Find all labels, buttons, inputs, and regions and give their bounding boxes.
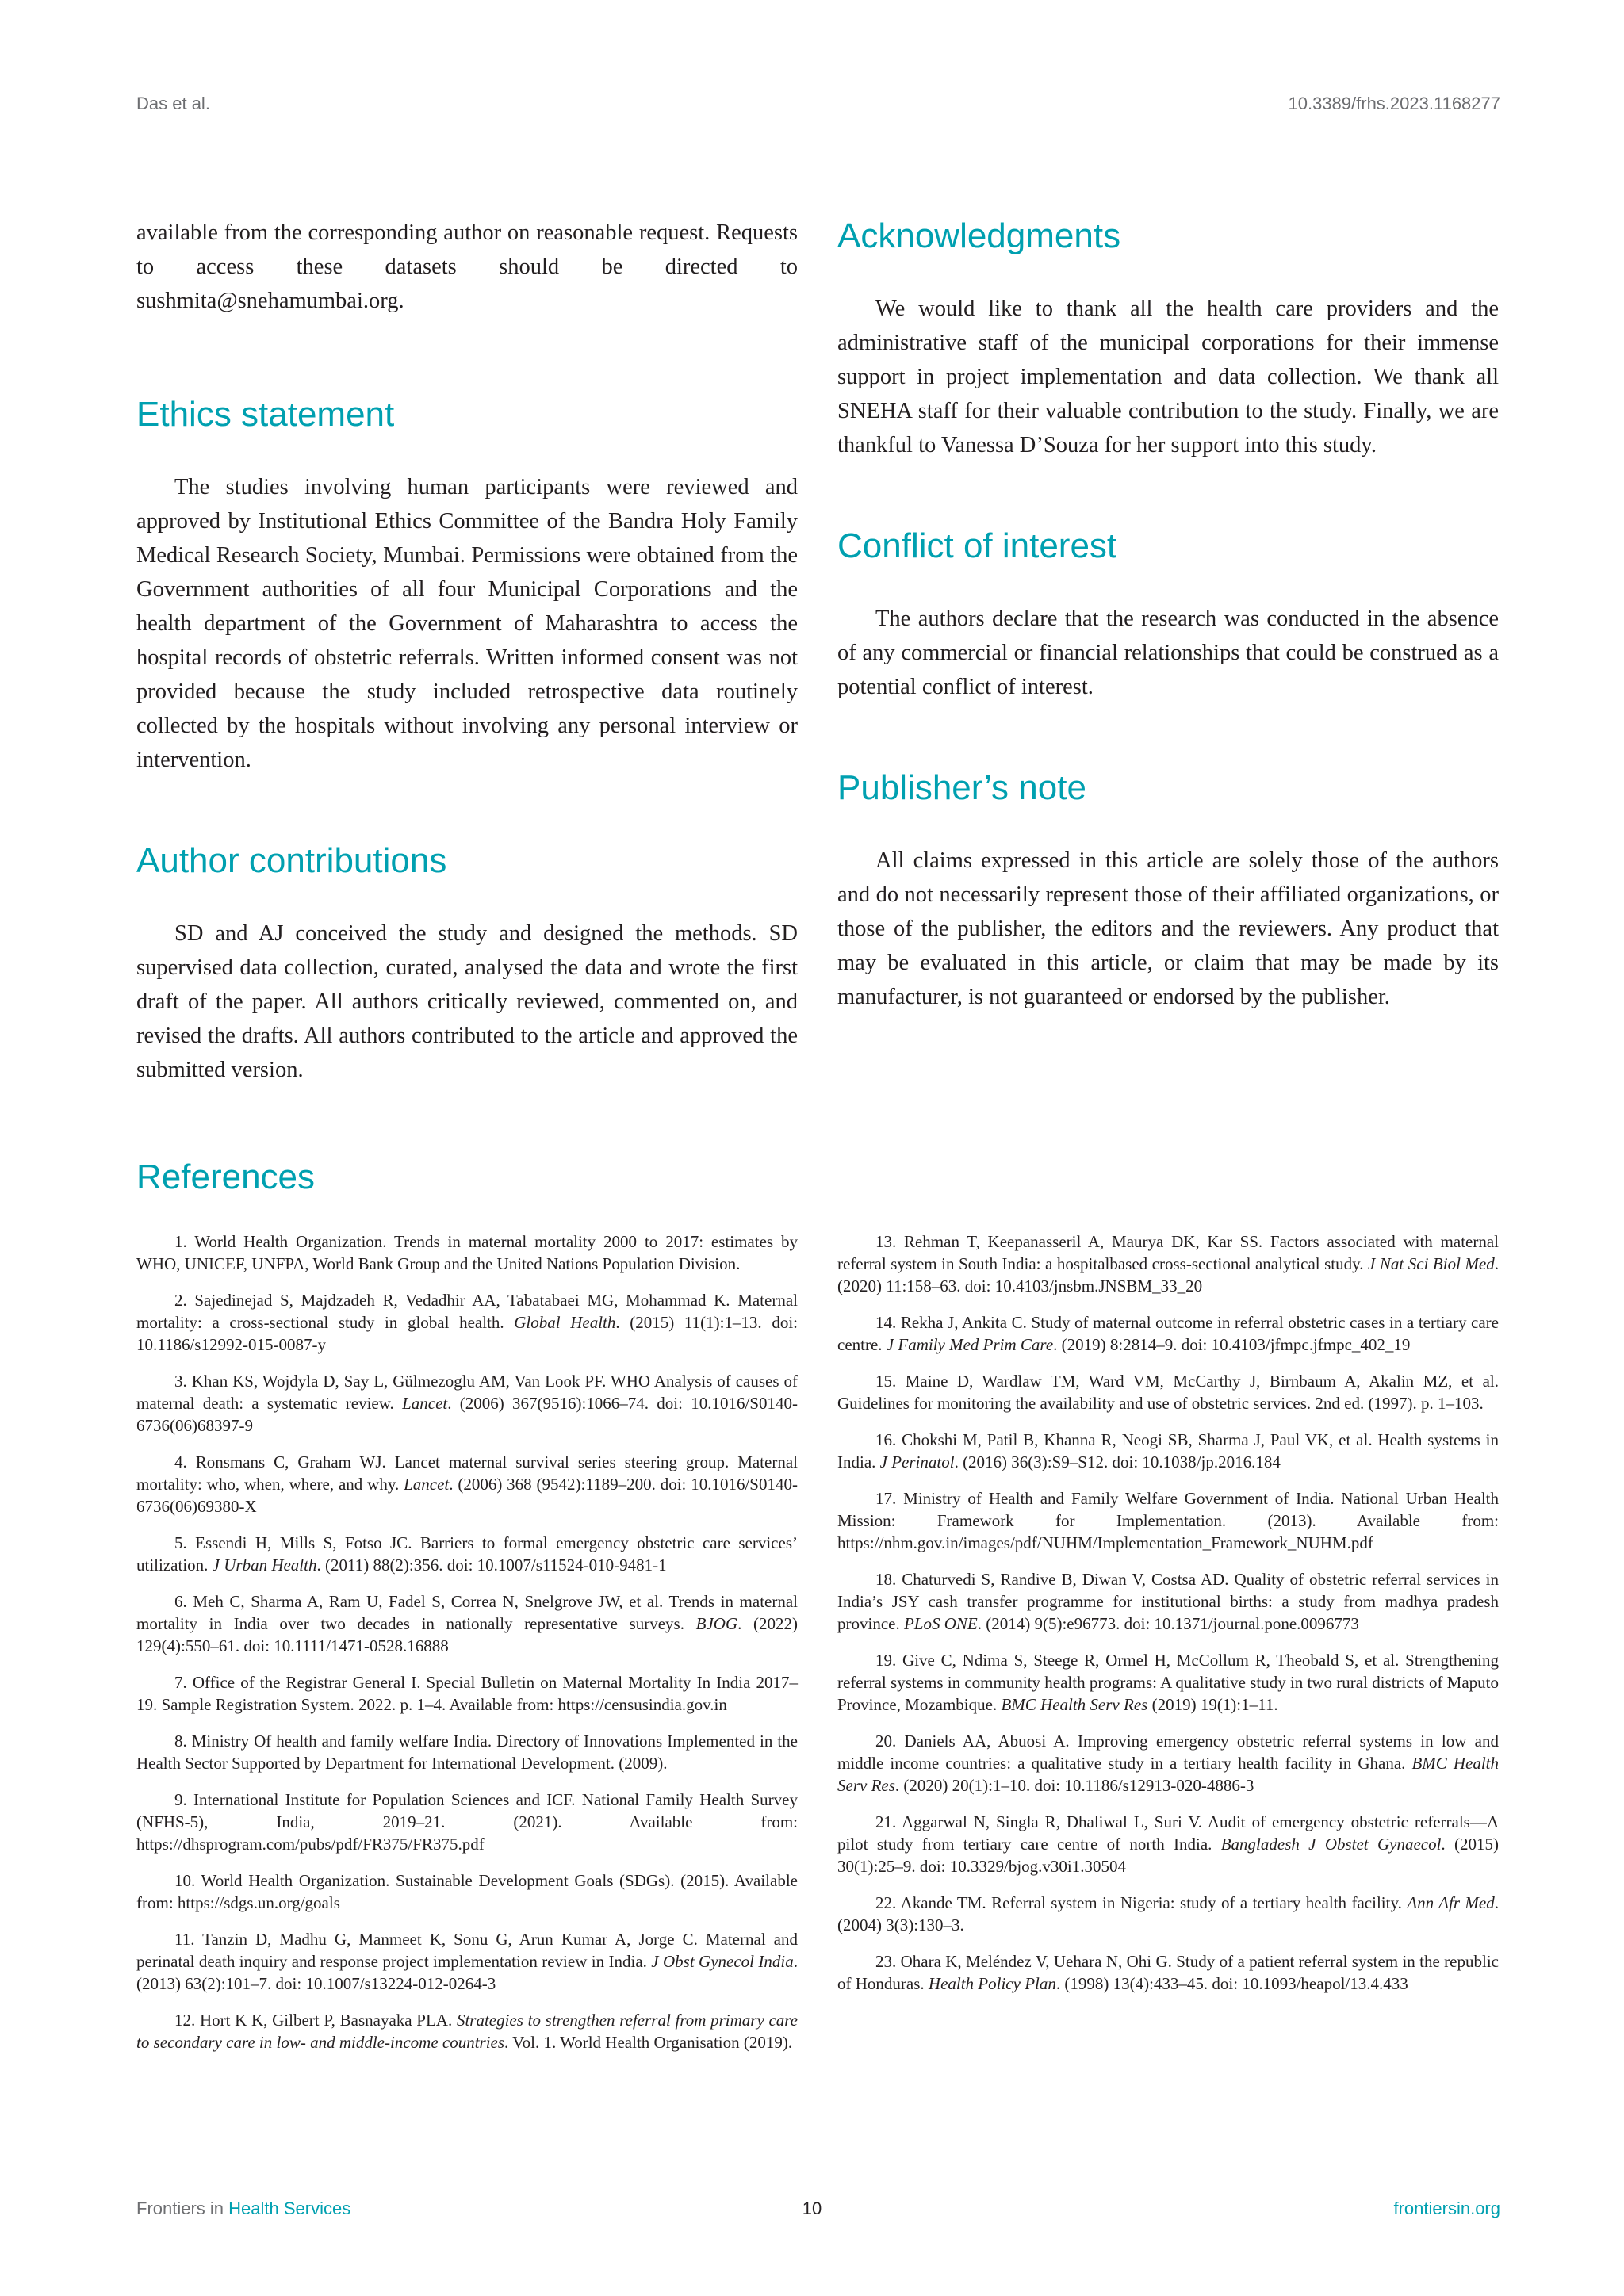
acknowledgments-text: We would like to thank all the health care providers and the administrative staff of the municipal corporations for their immense support in project implementation and data collection. We thank all SNEHA staff for their valuable contribution to the study. Finally, we are thankful to Vanessa D’Souza for her support into this study. — [837, 297, 1499, 457]
acknowledgments-heading: Acknowledgments — [837, 216, 1121, 255]
reference-item: 9. International Institute for Population Sciences and ICF. National Family Health Survey (NFHS-5), India, 2019–21. (2021). Available from: https://dhsprogram.com/pubs/pdf/FR375/FR375.pdf — [136, 1790, 798, 1854]
author-contributions-heading: Author contributions — [136, 841, 447, 880]
reference-item: 13. Rehman T, Keepanasseril A, Maurya DK, Kar SS. Factors associated with maternal referral system in South India: a hospitalbased cross-sectional analytical study. J Nat Sci Biol Med. (2020) 11:158–63. doi: 10.4103/jnsbm.JNSBM_33_20 — [837, 1232, 1499, 1295]
page-number: 10 — [802, 2198, 822, 2218]
reference-item: 10. World Health Organization. Sustainable Development Goals (SDGs). (2015). Available from: https://sdgs.un.org/goals — [136, 1871, 798, 1912]
running-header-authors: Das et al. — [136, 94, 210, 113]
reference-item: 20. Daniels AA, Abuosi A. Improving emergency obstetric referral systems in low and middle income countries: a qualitative study in a tertiary health facility in Ghana. BMC Health Serv Res. (2020) 20(1):1–10. doi: 10.1186/s12913-020-4886-3 — [837, 1732, 1499, 1795]
reference-item: 18. Chaturvedi S, Randive B, Diwan V, Costsa AD. Quality of obstetric referral services in India’s JSY cash transfer programme for institutional births: a study from madhya pradesh province. PLoS ONE. (2014) 9(5):e96773. doi: 10.1371/journal.pone.0096773 — [837, 1570, 1499, 1633]
footer-journal-name: Health Services — [228, 2198, 351, 2218]
reference-item: 22. Akande TM. Referral system in Nigeria: study of a tertiary health facility. Ann Afr Med. (2004) 3(3):130–3. — [837, 1893, 1499, 1934]
footer-site-link[interactable]: frontiersin.org — [1393, 2198, 1500, 2218]
reference-item: 23. Ohara K, Meléndez V, Uehara N, Ohi G. Study of a patient referral system in the republic of Honduras. Health Policy Plan. (1998) 13(4):433–45. doi: 10.1093/heapol/13.4.433 — [837, 1952, 1499, 1993]
reference-item: 14. Rekha J, Ankita C. Study of maternal outcome in referral obstetric cases in a tertiary care centre. J Family Med Prim Care. (2019) 8:2814–9. doi: 10.4103/jfmpc.jfmpc_402_19 — [837, 1313, 1499, 1354]
references-left-column — [136, 1230, 798, 2068]
reference-item: 2. Sajedinejad S, Majdzadeh R, Vedadhir AA, Tabatabaei MG, Mohammad K. Maternal mortality: a cross-sectional study in global health. Global Health. (2015) 11(1):1–13. doi: 10.1186/s12992-015-0087-y — [136, 1291, 798, 1354]
right-column — [837, 216, 1499, 1014]
conflict-of-interest-text: The authors declare that the research was conducted in the absence of any commercial or financial relationships that could be construed as a potential conflict of interest. — [837, 607, 1499, 699]
left-column — [136, 216, 798, 1087]
reference-item: 15. Maine D, Wardlaw TM, Ward VM, McCarthy J, Birnbaum A, Akalin MZ, et al. Guidelines for monitoring the availability and use of obstetric services. 2nd ed. (1997). p. 1–103. — [837, 1372, 1499, 1413]
reference-item: 12. Hort K K, Gilbert P, Basnayaka PLA. Strategies to strengthen referral from primary care to secondary care in low- and middle-income countries. Vol. 1. World Health Organisation (2019). — [136, 2011, 799, 2052]
reference-item: 4. Ronsmans C, Graham WJ. Lancet maternal survival series steering group. Maternal mortality: who, when, where, and why. Lancet. (2006) 368 (9542):1189–200. doi: 10.1016/S0140-6736(06)69380-X — [136, 1452, 798, 1516]
data-availability-continued: available from the corresponding author on reasonable request. Requests to access these datasets should be directed to sushmita@snehamumbai.org. — [136, 220, 798, 313]
reference-item: 17. Ministry of Health and Family Welfare Government of India. National Urban Health Mission: Framework for Implementation. (2013). Available from: https://nhm.gov.in/images/pdf/NUHM/Implementation_Framework_NUHM.pdf — [837, 1489, 1499, 1552]
conflict-of-interest-heading: Conflict of interest — [837, 526, 1117, 565]
references-right-column — [837, 1230, 1499, 2009]
reference-item: 11. Tanzin D, Madhu G, Manmeet K, Sonu G, Arun Kumar A, Jorge C. Maternal and perinatal death inquiry and response project implementation review in India. J Obst Gynecol India. (2013) 63(2):101–7. doi: 10.1007/s13224-012-0264-3 — [136, 1930, 798, 1993]
reference-item: 3. Khan KS, Wojdyla D, Say L, Gülmezoglu AM, Van Look PF. WHO Analysis of causes of maternal death: a systematic review. Lancet. (2006) 367(9516):1066–74. doi: 10.1016/S0140-6736(06)68397-9 — [136, 1372, 798, 1435]
reference-item: 1. World Health Organization. Trends in maternal mortality 2000 to 2017: estimates by WHO, UNICEF, UNFPA, World Bank Group and the United Nations Population Division. — [136, 1232, 798, 1273]
reference-item: 8. Ministry Of health and family welfare India. Directory of Innovations Implemented in the Health Sector Supported by Department for International Development. (2009). — [136, 1732, 798, 1773]
reference-item: 19. Give C, Ndima S, Steege R, Ormel H, McCollum R, Theobald S, et al. Strengthening referral systems in community health programs: A qualitative study in two rural districts of Maputo Province, Mozambique. BMC Health Serv Res (2019) 19(1):1–11. — [837, 1651, 1500, 1714]
reference-item: 16. Chokshi M, Patil B, Khanna R, Neogi SB, Sharma J, Paul VK, et al. Health systems in India. J Perinatol. (2016) 36(3):S9–S12. doi: 10.1038/jp.2016.184 — [837, 1430, 1499, 1471]
publishers-note-text: All claims expressed in this article are solely those of the authors and do not necessarily represent those of their affiliated organizations, or those of the publisher, the editors and the reviewers. Any product that may be evaluated in this article, or claim that may be made by its manufacturer, is not guaranteed or endorsed by the publisher. — [837, 848, 1499, 1009]
publishers-note-heading: Publisher’s note — [837, 768, 1086, 807]
reference-item: 7. Office of the Registrar General I. Special Bulletin on Maternal Mortality In India 2017–19. Sample Registration System. 2022. p. 1–4. Available from: https://censusindia.gov.in — [136, 1673, 798, 1714]
ethics-statement-heading: Ethics statement — [136, 395, 395, 434]
reference-item: 6. Meh C, Sharma A, Ram U, Fadel S, Correa N, Snelgrove JW, et al. Trends in maternal mortality in India over two decades in nationally representative surveys. BJOG. (2022) 129(4):550–61. doi: 10.1111/1471-0528.16888 — [136, 1592, 798, 1655]
running-header-doi: 10.3389/frhs.2023.1168277 — [1288, 94, 1500, 113]
references-heading: References — [136, 1158, 316, 1196]
reference-item: 5. Essendi H, Mills S, Fotso JC. Barriers to formal emergency obstetric care services’ utilization. J Urban Health. (2011) 88(2):356. doi: 10.1007/s11524-010-9481-1 — [136, 1533, 798, 1575]
author-contributions-text: SD and AJ conceived the study and designed the methods. SD supervised data collection, curated, analysed the data and wrote the first draft of the paper. All authors critically reviewed, commented on, and revised the drafts. All authors contributed to the article and approved the submitted version. — [136, 921, 798, 1082]
footer-journal-prefix: Frontiers in — [136, 2198, 229, 2218]
reference-item: 21. Aggarwal N, Singla R, Dhaliwal L, Suri V. Audit of emergency obstetric referrals—A pilot study from tertiary care centre of north India. Bangladesh J Obstet Gynaecol. (2015) 30(1):25–9. doi: 10.3329/bjog.v30i1.30504 — [837, 1812, 1499, 1876]
ethics-statement-text: The studies involving human participants were reviewed and approved by Institutional Ethics Committee of the Bandra Holy Family Medical Research Society, Mumbai. Permissions were obtained from the Government authorities of all four Municipal Corporations and the health department of the Government of Maharashtra to access the hospital records of obstetric referrals. Written informed consent was not provided because the study included retrospective data routinely collected by the hospitals without involving any personal interview or intervention. — [136, 475, 798, 772]
